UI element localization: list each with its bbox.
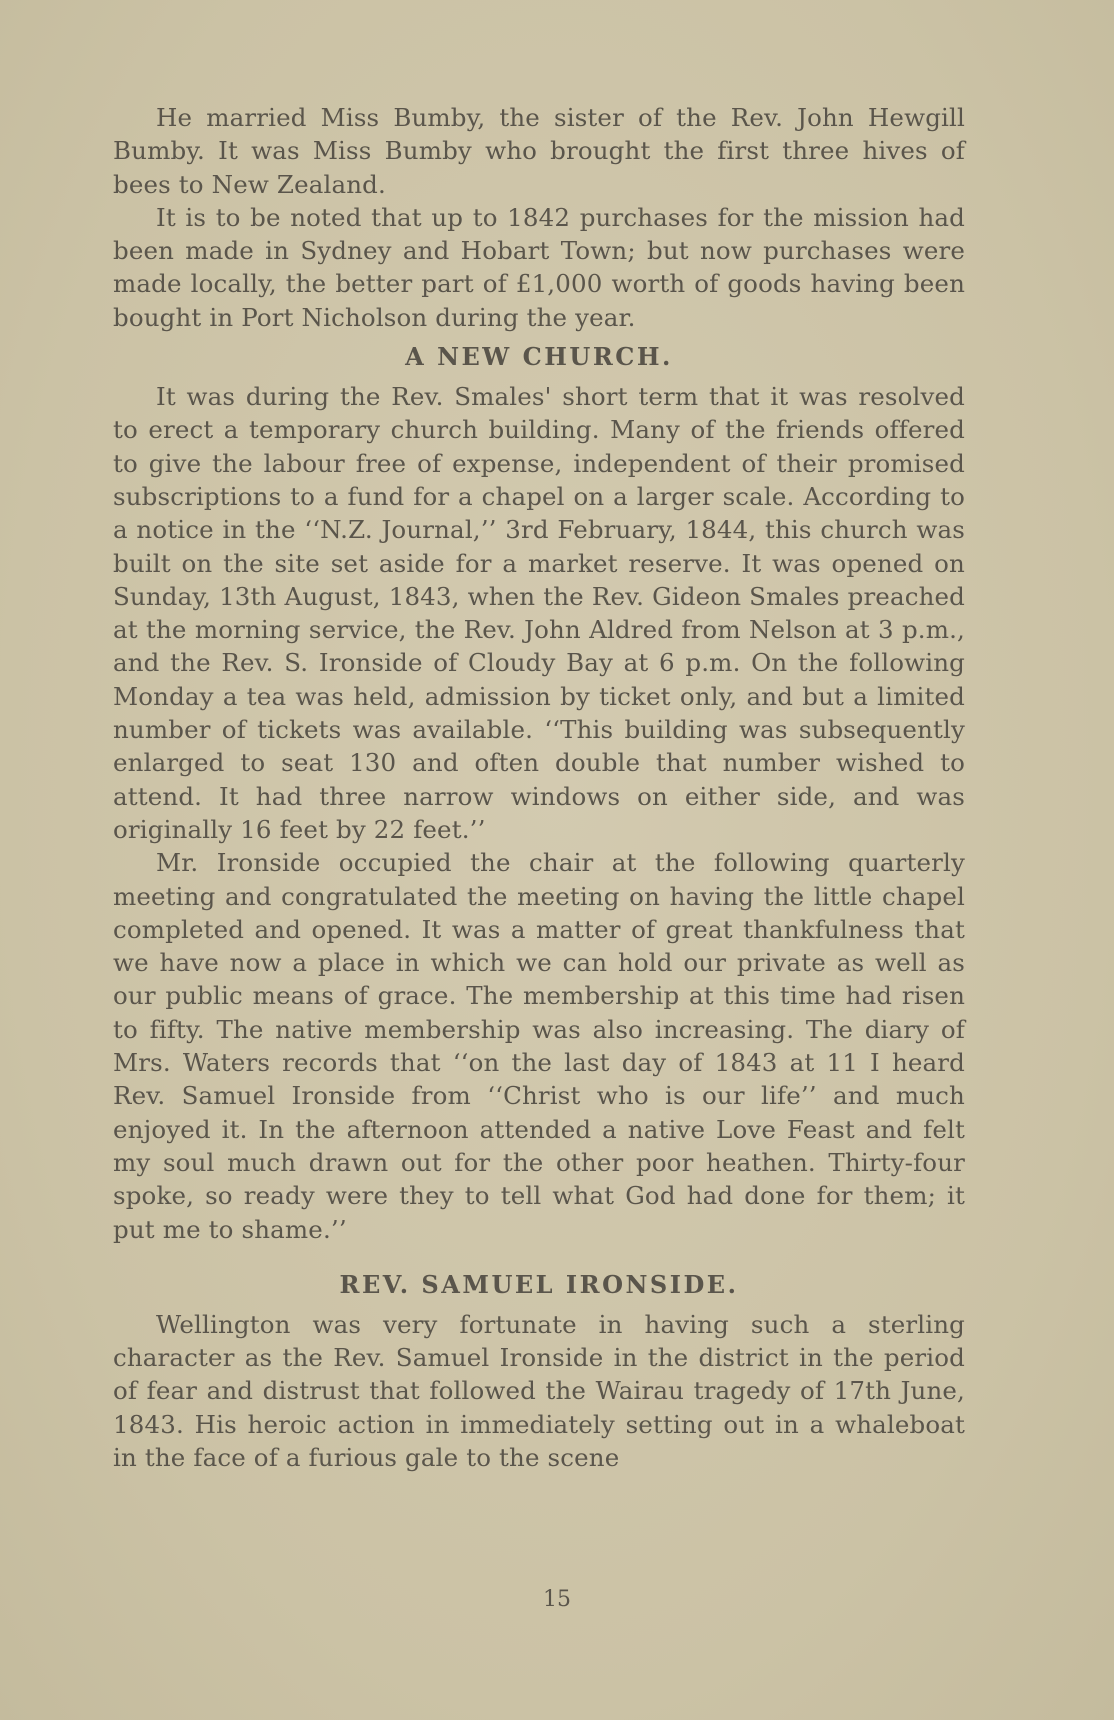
page-number: 15 bbox=[543, 1587, 571, 1612]
paragraph-temporary-church: It was during the Rev. Smales' short term that it was resolved to erect a temporary church building. Many of the friends offered to give the labour free of expense, independent of their promised subscriptions to a fund for a chapel on a larger scale. According to a notice in the ‘‘N.Z. Journal,’’ 3rd February, 1844, this church was built on the site set aside for a market reserve. It was opened on Sunday, 13th August, 1843, when the Rev. Gideon Smales preached at the morning service, the Rev. John Aldred from Nelson at 3 p.m., and the Rev. S. Ironside of Cloudy Bay at 6 p.m. On the following Monday a tea was held, admission by ticket only, and but a limited number of tickets was available. ‘‘This building was subsequently enlarged to seat 130 and often double that number wished to attend. It had three narrow windows on either side, and was originally 16 feet by 22 feet.’’ bbox=[113, 382, 965, 844]
paragraph-wellington-ironside: Wellington was very fortunate in having such a sterling character as the Rev. Samuel Ironside in the district in the period of fear and distrust that followed the Wairau tragedy of 17th June, 1843. His heroic action in immediately setting out in a whaleboat in the face of a furious gale to the scene bbox=[113, 1309, 965, 1472]
page-body bbox=[113, 101, 965, 1474]
paragraph-mission-purchases: It is to be noted that up to 1842 purchases for the mission had been made in Sydney and Hobart Town; but now purchases were made locally, the better part of £1,000 worth of goods having been bought in Port Nicholson during the year. bbox=[113, 202, 965, 332]
section-heading-new-church: A NEW CHURCH. bbox=[405, 342, 673, 372]
paragraph-bumby-marriage: He married Miss Bumby, the sister of the Rev. John Hewgill Bumby. It was Miss Bumby who brought the first three hives of bees to New Zealand. bbox=[113, 103, 965, 199]
section-heading-samuel-ironside: REV. SAMUEL IRONSIDE. bbox=[339, 1269, 739, 1299]
paragraph-quarterly-meeting: Mr. Ironside occupied the chair at the following quarterly meeting and congratulated the meeting on having the little chapel completed and opened. It was a matter of great thankfulness that we have now a place in which we can hold our private as well as our public means of grace. The membership at this time had risen to fifty. The native membership was also increasing. The diary of Mrs. Waters records that ‘‘on the last day of 1843 at 11 I heard Rev. Samuel Ironside from ‘‘Christ who is our life’’ and much enjoyed it. In the afternoon attended a native Love Feast and felt my soul much drawn out for the other poor heathen. Thirty-four spoke, so ready were they to tell what God had done for them; it put me to shame.’’ bbox=[113, 848, 965, 1244]
